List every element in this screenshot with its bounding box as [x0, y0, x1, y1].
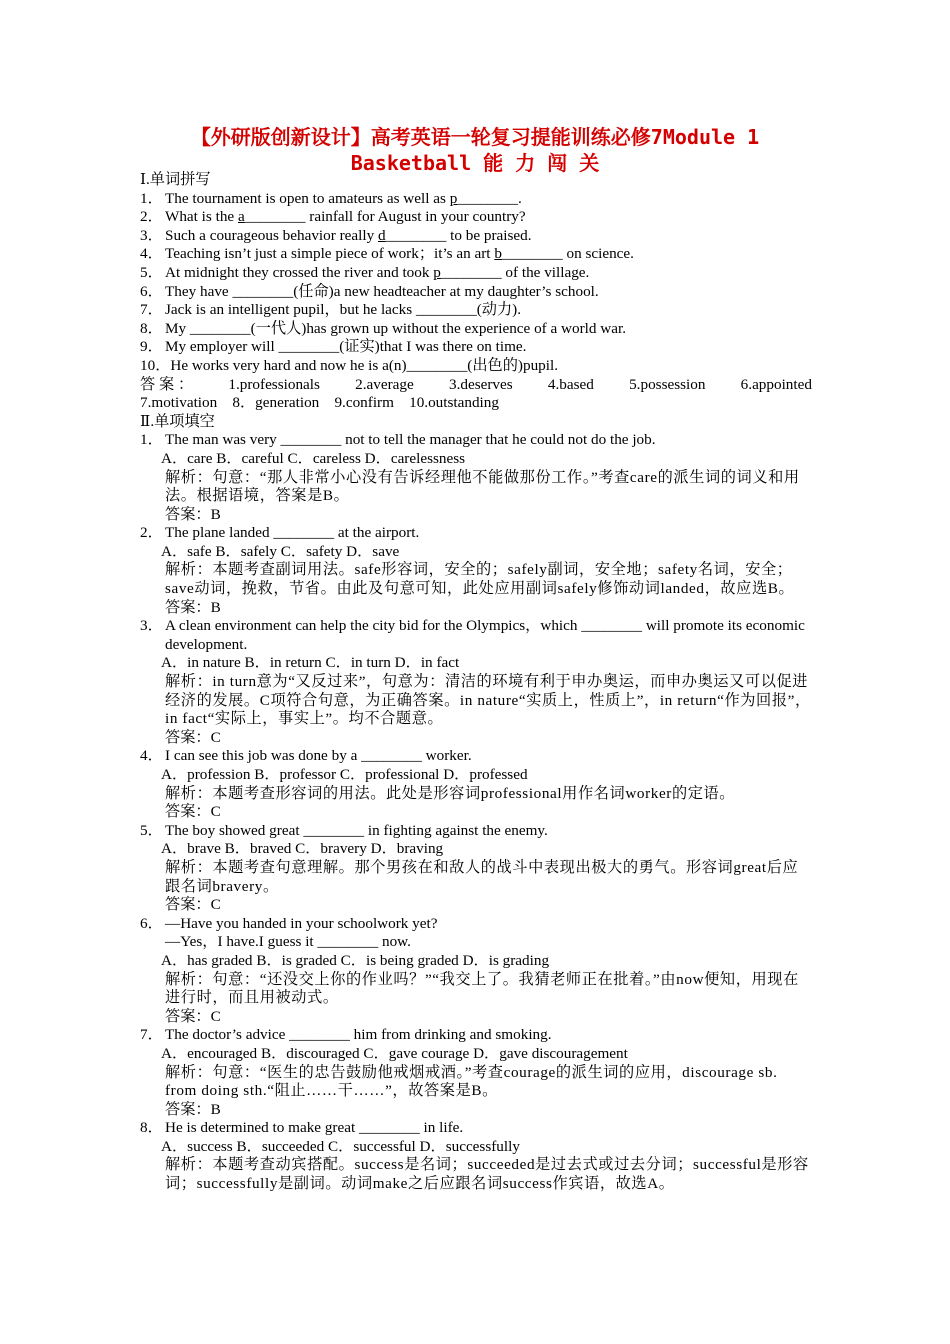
question-number: 3．	[140, 617, 163, 635]
question-analysis: 解析：句意：“还没交上你的作业吗？”“我交上了。我猜老师正在批着。”由now便知，用现在进行时，而且用被动式。	[165, 970, 799, 1007]
section-2-heading: Ⅱ.单项填空	[140, 412, 215, 430]
item-first-letter-hint: d	[377, 226, 386, 244]
answer-item: 6.appointed	[740, 375, 812, 393]
item-text-tail: ________ to be praised.	[385, 226, 532, 244]
page-title	[120, 124, 830, 176]
question-analysis: 解析：in turn意为“又反过来”，句意为：清洁的环境有利于申办奥运，而申办奥运又可以促进经济的发展。C项符合句意，为正确答案。in nature“实质上，性质上”，in return“作为回报”，in fact“实际上，事实上”。均不合题意。	[165, 673, 811, 728]
question-number: 6．	[140, 914, 163, 932]
item-text: Such a courageous behavior really	[165, 226, 378, 244]
item-text-tail: ________.	[457, 189, 522, 207]
question-answer: 答案：C	[165, 1007, 221, 1025]
question-text: The boy showed great ________ in fighting against the enemy.	[165, 821, 548, 839]
question-text: The doctor’s advice ________ him from drinking and smoking.	[165, 1026, 552, 1044]
question-stem	[140, 431, 812, 450]
vocab-item	[140, 208, 812, 227]
item-number: 9．	[140, 338, 163, 356]
question-answer: 答案：B	[165, 505, 221, 523]
question-analysis: 解析：句意：“医生的忠告鼓励他戒烟戒酒。”考查courage的派生词的应用，discourage sb. from doing sth.“阻止……干……”，故答案是B。	[165, 1063, 778, 1100]
section-1-items	[140, 190, 812, 376]
item-number: 1．	[140, 189, 163, 207]
item-first-letter-hint: a	[237, 208, 245, 226]
item-text: What is the	[165, 208, 238, 226]
question-analysis: 解析：本题考查动宾搭配。success是名词；succeeded是过去式或过去分词；successful是形容词；successfully是副词。动词make之后应跟名词success作宾语，故选A。	[165, 1156, 809, 1193]
section-2-questions	[140, 431, 812, 1193]
item-text: At midnight they crossed the river and took	[165, 263, 434, 281]
question-stem	[140, 822, 812, 841]
item-number: 5．	[140, 263, 163, 281]
question-block	[140, 822, 812, 915]
question-options: A．brave B．braved C．bravery D．braving	[161, 840, 444, 858]
item-first-letter-hint: p	[449, 189, 458, 207]
question-options: A．profession B．professor C．professional D．professed	[161, 766, 528, 783]
question-number: 2．	[140, 524, 163, 542]
item-text: Jack is an intelligent pupil，but he lacks ________(动力).	[165, 301, 522, 319]
question-stem	[140, 1119, 812, 1138]
question-answer: 答案：B	[165, 598, 221, 616]
item-text-tail: ________ of the village.	[440, 263, 590, 281]
section-1-answers-line-1	[140, 376, 812, 395]
question-number: 7．	[140, 1026, 163, 1044]
question-stem-continued: —Yes，I have.I guess it ________ now.	[165, 933, 411, 951]
question-text: The plane landed ________ at the airport.	[165, 524, 420, 542]
item-first-letter-hint: p	[433, 263, 441, 281]
item-text-tail: ________ on science.	[501, 245, 634, 263]
question-text: He is determined to make great ________ in life.	[165, 1119, 464, 1137]
item-number: 4．	[140, 245, 163, 263]
question-number: 5．	[140, 821, 163, 839]
question-options: A．care B．careful C．careless D．carelessness	[161, 449, 466, 467]
answer-item: 4.based	[547, 375, 594, 393]
question-stem	[140, 915, 812, 934]
item-text: The tournament is open to amateurs as well as	[165, 189, 450, 207]
question-block	[140, 617, 812, 747]
item-text: My ________(一代人)has grown up without the experience of a world war.	[165, 319, 627, 337]
item-number: 3．	[140, 226, 163, 244]
item-number: 2．	[140, 208, 163, 226]
question-text: —Have you handed in your schoolwork yet?	[165, 914, 438, 932]
item-number: 8．	[140, 319, 163, 337]
question-stem	[140, 747, 812, 766]
document-body	[140, 171, 812, 1194]
question-block	[140, 524, 812, 617]
vocab-item	[140, 301, 812, 320]
question-options: A．encouraged B．discouraged C．gave courage D．gave discouragement	[161, 1044, 628, 1062]
vocab-item	[140, 338, 812, 357]
question-text: The man was very ________ not to tell the manager that he could not do the job.	[165, 431, 656, 449]
question-block	[140, 747, 812, 821]
vocab-item	[140, 283, 812, 302]
question-number: 8．	[140, 1119, 163, 1137]
question-answer: 答案：C	[165, 896, 221, 914]
question-analysis: 解析：本题考查副词用法。safe形容词，安全的；safely副词，安全地；safety名词，安全；save动词，挽救，节省。由此及句意可知，此处应用副词safely修饰动词landed，故应选B。	[165, 561, 795, 598]
vocab-item	[140, 227, 812, 246]
answer-item: 1.professionals	[228, 375, 320, 393]
question-number: 4．	[140, 747, 163, 765]
vocab-item	[140, 357, 812, 376]
question-stem	[140, 524, 812, 543]
question-answer: 答案：B	[165, 1100, 221, 1118]
item-number: 6．	[140, 282, 163, 300]
item-text: My employer will ________(证实)that I was there on time.	[165, 338, 527, 356]
question-options: A．has graded B．is graded C．is being graded D．is grading	[161, 951, 550, 969]
question-answer: 答案：C	[165, 803, 221, 821]
question-answer: 答案：C	[165, 728, 221, 746]
item-text: Teaching isn’t just a simple piece of work；it’s an art	[165, 245, 495, 263]
question-block	[140, 431, 812, 524]
title-line-1: 【外研版创新设计】高考英语一轮复习提能训练必修7Module 1	[190, 125, 760, 149]
vocab-item	[140, 245, 812, 264]
question-analysis: 解析：本题考查形容词的用法。此处是形容词professional用作名词worker的定语。	[165, 784, 736, 802]
item-text-tail: ________ rainfall for August in your country?	[244, 208, 526, 226]
section-1-answers-line-2: 7.motivation 8．generation 9.confirm 10.outstanding	[140, 394, 499, 412]
question-options: A．in nature B．in return C．in turn D．in fact	[161, 654, 460, 672]
vocab-item	[140, 190, 812, 209]
question-stem	[140, 1026, 812, 1045]
item-number: 10．	[140, 356, 171, 374]
vocab-item	[140, 264, 812, 283]
title-line-2: Basketball 能 力 闯 关	[350, 151, 600, 175]
answer-item: 5.possession	[629, 375, 706, 393]
question-options: A．success B．succeeded C．successful D．successfully	[161, 1137, 520, 1155]
section-1-heading: Ⅰ.单词拼写	[140, 171, 211, 188]
question-text: I can see this job was done by a ________ worker.	[165, 747, 472, 765]
item-text: They have ________(任命)a new headteacher at my daughter’s school.	[165, 282, 599, 300]
question-options: A．safe B．safely C．safety D．save	[161, 542, 400, 560]
question-number: 1．	[140, 431, 163, 449]
answer-item: 3.deserves	[448, 375, 513, 393]
question-block	[140, 1026, 812, 1119]
answers-label: 答 案 ：	[140, 375, 194, 393]
question-block	[140, 915, 812, 1027]
question-stem	[140, 617, 812, 654]
question-text: A clean environment can help the city bid for the Olympics，which ________ will promote its economic development.	[165, 617, 805, 653]
question-analysis: 解析：句意：“那人非常小心没有告诉经理他不能做那份工作。”考查care的派生词的词义和用法。根据语境，答案是B。	[165, 468, 800, 505]
item-number: 7．	[140, 301, 163, 319]
item-first-letter-hint: b	[494, 245, 502, 263]
item-text: He works very hard and now he is a(n)________(出色的)pupil.	[170, 356, 558, 374]
answer-item: 2.average	[355, 375, 414, 393]
question-analysis: 解析：本题考查句意理解。那个男孩在和敌人的战斗中表现出极大的勇气。形容词great后应跟名词bravery。	[165, 858, 799, 895]
question-block	[140, 1119, 812, 1193]
vocab-item	[140, 320, 812, 339]
